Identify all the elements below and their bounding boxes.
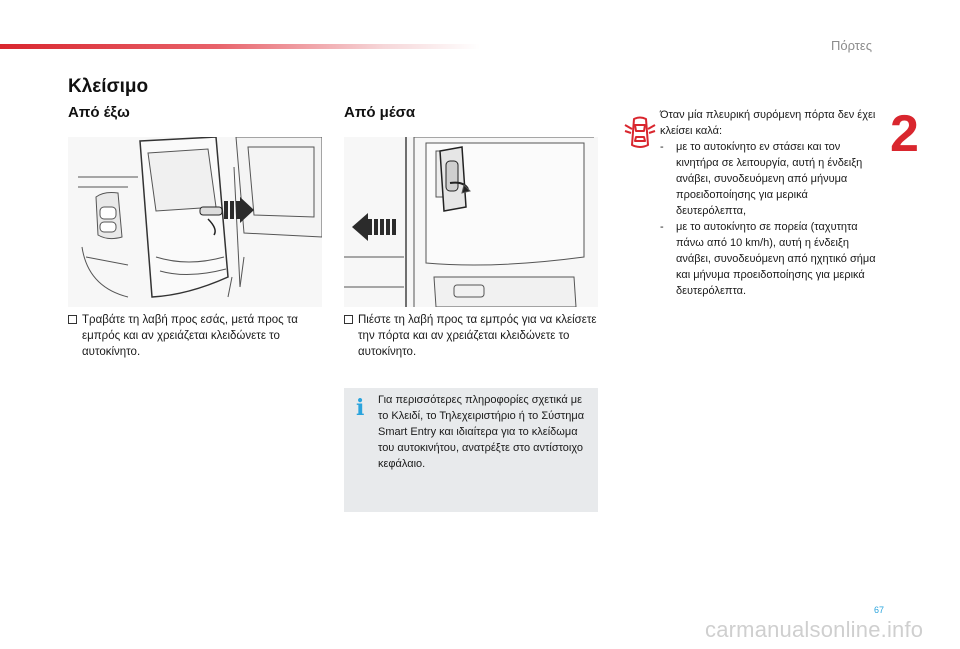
warning-item-text: με το αυτοκίνητο εν στάσει και τον κινητήρα σε λειτουργία, αυτή η ένδειξη ανάβει, συνοδευόμενη από μήνυμα προειδοποίησης για μερικά δευτερόλεπτα, <box>676 141 863 217</box>
door-open-warning-icon <box>622 115 658 151</box>
header-accent-bar <box>0 44 480 49</box>
checkbox-bullet-icon <box>344 315 353 324</box>
dash-bullet: - <box>660 221 664 233</box>
checkbox-bullet-icon <box>68 315 77 324</box>
inside-step-text: Πιέστε τη λαβή προς τα εμπρός για να κλείσετε την πόρτα και αν χρειάζεται κλειδώνετε το αυτοκίνητο. <box>358 314 597 358</box>
outside-step-text: Τραβάτε τη λαβή προς εσάς, μετά προς τα εμπρός και αν χρειάζεται κλειδώνετε το αυτοκίνητο. <box>82 314 298 358</box>
inside-step <box>344 312 598 360</box>
outside-step <box>68 312 322 360</box>
info-icon: i <box>356 395 365 421</box>
warning-item-text: με το αυτοκίνητο σε πορεία (ταχυτητα πάνω από 10 km/h), αυτή η ένδειξη ανάβει, συνοδευόμενη από ηχητικό σήμα και μήνυμα προειδοποίησης για μερικά δευτερόλεπτα. <box>676 221 876 297</box>
door-warning-text <box>660 107 880 299</box>
info-box <box>344 388 598 512</box>
warning-intro: Όταν μία πλευρική συρόμενη πόρτα δεν έχει κλείσει καλά: <box>660 109 876 137</box>
page-number: 67 <box>874 605 885 615</box>
warning-item <box>660 219 880 299</box>
outside-heading: Από έξω <box>68 104 130 121</box>
section-header: Πόρτες <box>830 38 872 53</box>
dash-bullet: - <box>660 141 664 153</box>
info-text: Για περισσότερες πληροφορίες σχετικά με το Κλειδί, το Τηλεχειριστήριο ή το Σύστημα Smart Entry και ιδιαίτερα για το κλείδωμα του αυτοκινήτου, ανατρέξτε στο αντίστοιχο κεφάλαιο. <box>378 394 585 470</box>
chapter-number: 2 <box>890 105 919 163</box>
warning-item <box>660 139 880 219</box>
page-title: Κλείσιμο <box>68 76 149 97</box>
inside-heading: Από μέσα <box>344 104 416 121</box>
watermark: carmanualsonline.info <box>705 617 924 642</box>
inside-door-illustration <box>344 137 598 307</box>
outside-door-illustration <box>68 137 322 307</box>
